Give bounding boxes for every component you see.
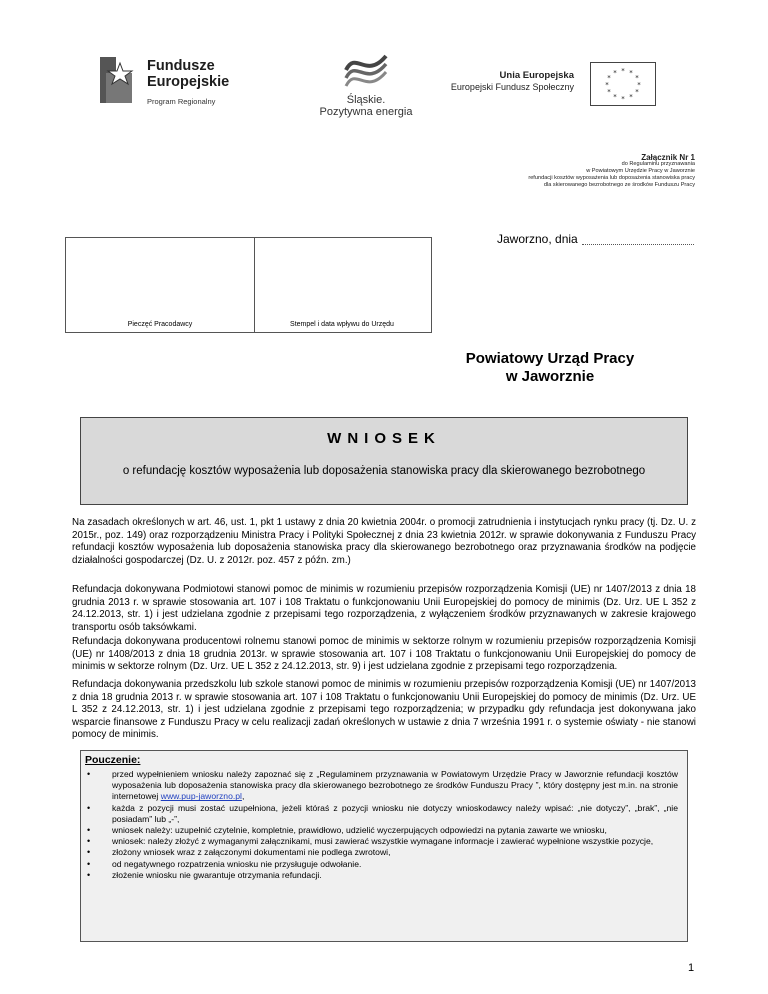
- eu-logo: [430, 60, 670, 108]
- office-name-line2: w Jaworznie: [505, 368, 595, 385]
- office-name: [450, 350, 650, 386]
- fe-logo-line2: Europejskie: [147, 74, 230, 90]
- svg-text:*: *: [635, 74, 639, 82]
- svg-text:*: *: [635, 88, 639, 96]
- fe-logo: [100, 55, 250, 115]
- wniosek-header-box: [80, 417, 688, 505]
- svg-text:*: *: [607, 88, 611, 96]
- svg-text:*: *: [629, 93, 633, 101]
- attachment-line: refundacji kosztów wyposażenia lub doposażenia stanowiska pracy: [528, 175, 695, 181]
- pouczenie-list: [86, 769, 678, 881]
- employer-stamp-box[interactable]: [65, 237, 255, 333]
- attachment-title: Załącznik Nr 1: [641, 153, 695, 162]
- eu-logo-line1: Unia Europejska: [499, 70, 574, 81]
- fe-logo-line1: Fundusze: [147, 58, 215, 74]
- svg-text:*: *: [613, 93, 617, 101]
- slaskie-logo-line1: Śląskie.: [346, 94, 386, 106]
- slaskie-waves-icon: [341, 50, 391, 92]
- legal-basis-paragraph: Na zasadach określonych w art. 46, ust. 1, pkt 1 ustawy z dnia 20 kwietnia 2004r. o promocji zatrudnienia i instytucjach rynku pracy (tj. Dz. U. z 2015r., poz. 149) oraz rozporządzeniu Ministra Pracy i Polityki Społecznej z dnia 23 kwietnia 2012r. w sprawie dokonywania z Funduszu Pracy refundacji kosztów wyposażenia lub doposażenia stanowiska pracy dla skierowanego bezrobotnego oraz przyznawania środków na podjęcie działalności gospodarczej (Dz. U. z 2012r. poz. 457 z późn. zm.): [72, 517, 696, 566]
- pouczenie-item: • wniosek należy: uzupełnić czytelnie, kompletnie, prawidłowo, udzielić wyczerpujących odpowiedzi na pytania zawarte we wniosku,: [86, 825, 678, 836]
- pouczenie-item-suffix: ,: [241, 791, 245, 802]
- pouczenie-item: [86, 769, 678, 803]
- deminimis-paragraph: Refundacja dokonywana producentowi rolnemu stanowi pomoc de minimis w sektorze rolnym w rozumieniu przepisów rozporządzenia Komisji (UE) nr 1408/2013 z dnia 18 grudnia 2013r. w sprawie stosowania art. 107 i 108 Traktatu o funkcjonowaniu Unii Europejskiej do pomocy de minimis w sektorze rolnym (Dz. Urz. UE L 352 z 24.12.2013, str. 9) i jest udzielana zgodnie z przepisami tego rozporządzenia.: [72, 636, 696, 673]
- deminimis-paragraph: Refundacja dokonywana Podmiotowi stanowi pomoc de minimis w rozumieniu przepisów rozporządzenia Komisji (UE) nr 1407/2013 z dnia 18 grudnia 2013 r. w sprawie stosowania art. 107 i 108 Traktatu o funkcjonowaniu Unii Europejskiej do pomocy de minimis (Dz. Urz. UE L 352 z 24.12.2013, str. 1) i jest udzielana zgodnie z przepisami tego rozporządzenia, z wyłączeniem środków przyznawanych w zakresie krajowego transportu osób taksówkami.: [72, 584, 696, 633]
- attachment-line: w Powiatowym Urzędzie Pracy w Jaworznie: [586, 168, 695, 174]
- attachment-note: [395, 154, 695, 189]
- deminimis-paragraph: Refundacja dokonywania przedszkolu lub szkole stanowi pomoc de minimis w rozumieniu przepisów rozporządzenia Komisji (UE) nr 1407/2013 z dnia 18 grudnia 2013 r. w sprawie stosowania art. 107 i 108 Traktatu o funkcjonowaniu Unii Europejskiej do pomocy de minimis (Dz. Urz. UE L 352 z 24.12.2013, str. 1) i jest udzielana zgodnie z przepisami tego rozporządzenia; w przypadku gdy refundacja jest dokonywana jako wsparcie finansowe z Funduszu Pracy w celu realizacji zadań określonych w ustawie z dnia 7 września 1991 r. o systemie oświaty - nie stanowi pomocy de minimis.: [72, 679, 696, 741]
- fe-star-icon: [100, 57, 140, 105]
- office-stamp-label: Stempel i data wpływu do Urzędu: [290, 321, 394, 328]
- slaskie-logo-line2: Pozytywna energia: [319, 106, 413, 118]
- svg-text:*: *: [637, 81, 641, 89]
- office-stamp-box[interactable]: [253, 237, 432, 333]
- wniosek-title: WNIOSEK: [327, 430, 441, 447]
- attachment-line: do Regulaminu przyznawania: [621, 161, 695, 167]
- pouczenie-item: • złożony wniosek wraz z załączonymi dokumentami nie podlega zwrotowi,: [86, 847, 678, 858]
- page-number: 1: [688, 962, 695, 974]
- date-field[interactable]: [582, 235, 694, 245]
- eu-logo-line2: Europejski Fundusz Społeczny: [450, 82, 574, 92]
- fe-logo-sub: Program Regionalny: [147, 97, 216, 106]
- svg-text:*: *: [621, 95, 625, 103]
- employer-stamp-label: Pieczęć Pracodawcy: [127, 321, 193, 328]
- pouczenie-item: • złożenie wniosku nie gwarantuje otrzymania refundacji.: [86, 870, 678, 881]
- pouczenie-item-text: przed wypełnieniem wniosku należy zapoznać się z „Regulaminem przyznawania w Powiatowym Urzędzie Pracy w Jaworznie refundacji kosztów wyposażenia lub doposażenia stanowiska pracy dla skierowanego bezrobotnego ze środków Funduszu Pracy ”, który dostępny jest m.in. na stronie internetowej: [112, 769, 678, 802]
- pouczenie-box: [80, 750, 688, 942]
- office-name-line1: Powiatowy Urząd Pracy: [465, 350, 635, 367]
- pouczenie-item: • wniosek: należy złożyć z wymaganymi załącznikami, musi zawierać wszystkie wymagane informacje i zawierać wypełnione wszystkie pozycje,: [86, 836, 678, 847]
- pouczenie-item: • od negatywnego rozpatrzenia wniosku nie przysługuje odwołanie.: [86, 859, 678, 870]
- pouczenie-title: Pouczenie:: [85, 754, 141, 766]
- wniosek-subtitle: o refundację kosztów wyposażenia lub doposażenia stanowiska pracy dla skierowanego bezrobotnego: [122, 465, 646, 477]
- svg-text:*: *: [605, 81, 609, 89]
- pup-website-link[interactable]: www.pup-jaworzno.pl: [160, 791, 242, 802]
- svg-text:*: *: [613, 69, 617, 77]
- svg-text:*: *: [629, 69, 633, 77]
- pouczenie-item: • każda z pozycji musi zostać uzupełniona, jeżeli któraś z pozycji wniosku nie dotyczy wnioskodawcy należy wpisać: „nie dotyczy”, „brak”, „nie posiadam” lub „-”,: [86, 803, 678, 825]
- attachment-line: dla skierowanego bezrobotnego ze środków Funduszu Pracy: [543, 182, 695, 188]
- svg-text:*: *: [607, 74, 611, 82]
- place-date-label: Jaworzno, dnia: [497, 232, 578, 246]
- eu-flag-icon: [590, 62, 656, 106]
- svg-text:*: *: [621, 67, 625, 75]
- slaskie-logo: [316, 50, 416, 120]
